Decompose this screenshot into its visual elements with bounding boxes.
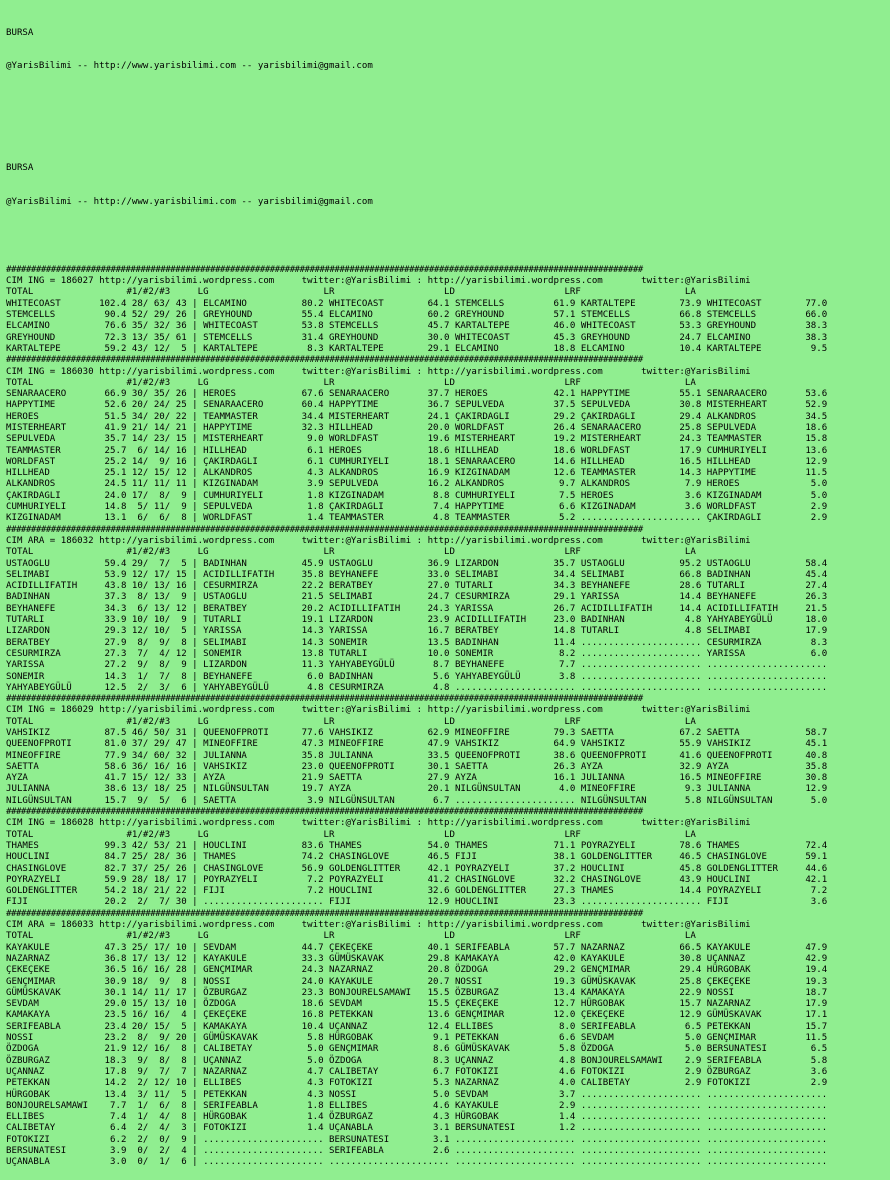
table-row: QUEENOFPROTI 81.0 37/ 29/ 47 | MINEOFFIRE 47.3 MINEOFFIRE 47.9 VAHSIKIZ 64.9 VAHSIKIZ 55.9 VAHSIKIZ 45.1 (6, 739, 828, 750)
table-row: USTAOGLU 59.4 29/ 7/ 5 | BADINHAN 45.9 USTAOGLU 36.9 LIZARDON 35.7 USTAOGLU 95.2 USTAOGLU 58.4 (6, 558, 828, 569)
table-row: POYRAZYELI 59.9 28/ 18/ 17 | POYRAZYELI 7.2 POYRAZYELI 41.2 CHASINGLOVE 32.2 CHASINGLOVE 43.9 HOUCLINI 42.1 (6, 874, 828, 885)
race-title: CIM ING = 186028 http://yarisbilimi.wordpress.com twitter:@YarisBilimi : http://yarisbilimi.wordpress.com twitter:@YarisBilimi (6, 818, 751, 829)
column-header: TOTAL #1/#2/#3 LG LR LD LRF LA (6, 377, 696, 388)
city-title: BURSA (6, 27, 34, 38)
separator-line: ################################################################################################################################ (6, 908, 643, 919)
table-row: SAETTA 58.6 36/ 16/ 16 | VAHSIKIZ 23.0 QUEENOFPROTI 30.1 SAETTA 26.3 AYZA 32.9 AYZA 35.8 (6, 761, 828, 772)
table-row: UÇANABLA 3.0 0/ 1/ 6 | ...................... ...................... ...................... ...................... ...................... (6, 1157, 828, 1168)
column-header: TOTAL #1/#2/#3 LG LR LD LRF LA (6, 716, 696, 727)
table-row: BEYHANEFE 34.3 6/ 13/ 12 | BERATBEY 20.2 ACIDILLIFATIH 24.3 YARISSA 26.7 ACIDILLIFATIH 14.4 ACIDILLIFATIH 21.5 (6, 603, 828, 614)
table-row: KIZGINADAM 13.1 6/ 6/ 8 | WORLDFAST 1.4 TEAMMASTER 4.8 TEAMMASTER 5.2 ...................... ÇAKIRDAGLI 2.9 (6, 513, 828, 524)
table-row: LIZARDON 29.3 12/ 10/ 5 | YARISSA 14.3 YARISSA 16.7 BERATBEY 14.8 TUTARLI 4.8 SELIMABI 17.9 (6, 626, 828, 637)
table-row: ÖZDOGA 21.9 12/ 16/ 8 | CALIBETAY 5.0 GENÇMIMAR 8.6 GÜMÜSKAVAK 5.8 ÖZDOGA 5.0 BERSUNATESI 6.5 (6, 1044, 828, 1055)
table-row: SEPULVEDA 35.7 14/ 23/ 15 | MISTERHEART 9.0 WORLDFAST 19.6 MISTERHEART 19.2 MISTERHEART 24.3 TEAMMASTER 15.8 (6, 434, 828, 445)
table-row: JULIANNA 38.6 13/ 18/ 25 | NILGÜNSULTAN 19.7 AYZA 20.1 NILGÜNSULTAN 4.0 MINEOFFIRE 9.3 JULIANNA 12.9 (6, 784, 828, 795)
table-row: SEVDAM 29.0 15/ 13/ 10 | ÖZDOGA 18.6 SEVDAM 15.5 ÇEKEÇEKE 12.7 HÜRGOBAK 15.7 NAZARNAZ 17.9 (6, 999, 828, 1010)
separator-line: ################################################################################################################################ (6, 264, 643, 275)
table-row: YAHYABEYGÜLÜ 12.5 2/ 3/ 6 | YAHYABEYGÜLÜ 4.8 CESURMIRZA 4.8 ...................... ...................... ...................... (6, 682, 828, 693)
table-row: VAHSIKIZ 87.5 46/ 50/ 31 | QUEENOFPROTI 77.6 VAHSIKIZ 62.9 MINEOFFIRE 79.3 SAETTA 67.2 SAETTA 58.7 (6, 728, 828, 738)
column-header: TOTAL #1/#2/#3 LG LR LD LRF LA (6, 931, 696, 942)
table-row: WHITECOAST 102.4 28/ 63/ 43 | ELCAMINO 80.2 WHITECOAST 64.1 STEMCELLS 61.9 KARTALTEPE 73.9 WHITECOAST 77.0 (6, 298, 828, 309)
table-row: HEROES 51.5 34/ 20/ 22 | TEAMMASTER 34.4 MISTERHEART 24.1 ÇAKIRDAGLI 29.2 ÇAKIRDAGLI 29.4 ALKANDROS 34.5 (6, 411, 828, 422)
table-row: GREYHOUND 72.3 13/ 35/ 61 | STEMCELLS 31.4 GREYHOUND 30.0 WHITECOAST 45.3 GREYHOUND 24.7 ELCAMINO 38.3 (6, 332, 828, 343)
table-row: MISTERHEART 41.9 21/ 14/ 21 | HAPPYTIME 32.3 HILLHEAD 20.0 WORLDFAST 26.4 SENARAACERO 25.8 SEPULVEDA 18.6 (6, 422, 828, 433)
table-row: UÇANNAZ 17.8 9/ 7/ 7 | NAZARNAZ 4.7 CALIBETAY 6.7 FOTOKIZI 4.6 FOTOKIZI 2.9 ÖZBURGAZ 3.6 (6, 1066, 828, 1077)
table-row: BADINHAN 37.3 8/ 13/ 9 | USTAOGLU 21.5 SELIMABI 24.7 CESURMIRZA 29.1 YARISSA 14.4 BEYHANEFE 26.3 (6, 592, 828, 603)
table-row: KAMAKAYA 23.5 16/ 16/ 4 | ÇEKEÇEKE 16.8 PETEKKAN 13.6 GENÇMIMAR 12.0 ÇEKEÇEKE 12.9 GÜMÜSKAVAK 17.1 (6, 1010, 828, 1021)
table-row: WORLDFAST 25.2 14/ 9/ 16 | ÇAKIRDAGLI 6.1 CUMHURIYELI 18.1 SENARAACERO 14.6 HILLHEAD 16.5 HILLHEAD 12.9 (6, 456, 828, 467)
table-row: GENÇMIMAR 30.9 18/ 9/ 8 | NOSSI 24.0 KAYAKULE 20.7 NOSSI 19.3 GÜMÜSKAVAK 25.8 ÇEKEÇEKE 19.3 (6, 976, 828, 987)
table-row: ÇAKIRDAGLI 24.0 17/ 8/ 9 | CUMHURIYELI 1.8 KIZGINADAM 8.8 CUMHURIYELI 7.5 HEROES 3.6 KIZGINADAM 5.0 (6, 490, 828, 501)
race-title: CIM ARA = 186033 http://yarisbilimi.wordpress.com twitter:@YarisBilimi : http://yarisbilimi.wordpress.com twitter:@YarisBilimi (6, 920, 751, 931)
table-row: PETEKKAN 14.2 2/ 12/ 10 | ELLIBES 4.3 FOTOKIZI 5.3 NAZARNAZ 4.0 CALIBETAY 2.9 FOTOKIZI 2.9 (6, 1078, 828, 1089)
table-row: MINEOFFIRE 77.9 34/ 60/ 32 | JULIANNA 35.8 JULIANNA 33.5 QUEENOFPROTI 38.6 QUEENOFPROTI 41.6 QUEENOFPROTI 40.8 (6, 750, 828, 761)
table-row: ÖZBURGAZ 18.3 9/ 8/ 8 | UÇANNAZ 5.0 ÖZDOGA 8.3 UÇANNAZ 4.8 BONJOURELSAMAWI 2.9 SERIFEABLA 5.8 (6, 1055, 828, 1066)
table-row: CALIBETAY 6.4 2/ 4/ 3 | FOTOKIZI 1.4 UÇANABLA 3.1 BERSUNATESI 1.2 ...................... ...................... (6, 1123, 828, 1134)
table-row: AYZA 41.7 15/ 12/ 33 | AYZA 21.9 SAETTA 27.9 AYZA 16.1 JULIANNA 16.5 MINEOFFIRE 30.8 (6, 773, 828, 784)
table-row: HILLHEAD 25.1 12/ 15/ 12 | ALKANDROS 4.3 ALKANDROS 16.9 KIZGINADAM 12.6 TEAMMASTER 14.3 HAPPYTIME 11.5 (6, 468, 828, 479)
race-title: CIM ING = 186027 http://yarisbilimi.wordpress.com twitter:@YarisBilimi : http://yarisbilimi.wordpress.com twitter:@YarisBilimi (6, 276, 751, 287)
race-tables (6, 265, 890, 1169)
column-header: TOTAL #1/#2/#3 LG LR LD LRF LA (6, 287, 696, 298)
contact-line: @YarisBilimi -- http://www.yarisbilimi.com -- yarisbilimi@gmail.com (6, 61, 373, 72)
separator-line: ################################################################################################################################ (6, 355, 643, 366)
table-row: HÜRGOBAK 13.4 3/ 11/ 5 | PETEKKAN 4.3 NOSSI 5.0 SEVDAM 3.7 ...................... ...................... (6, 1089, 828, 1100)
table-row: NILGÜNSULTAN 15.7 9/ 5/ 6 | SAETTA 3.9 NILGÜNSULTAN 6.7 ...................... NILGÜNSULTAN 5.8 NILGÜNSULTAN 5.0 (6, 795, 828, 806)
table-row: TEAMMASTER 25.7 6/ 14/ 16 | HILLHEAD 6.1 HEROES 18.6 HILLHEAD 18.6 WORLDFAST 17.9 CUMHURIYELI 13.6 (6, 445, 828, 456)
column-header: TOTAL #1/#2/#3 LG LR LD LRF LA (6, 829, 696, 840)
separator-line: ################################################################################################################################ (6, 694, 643, 705)
table-row: HAPPYTIME 52.6 20/ 24/ 25 | SENARAACERO 60.4 HAPPYTIME 36.7 SEPULVEDA 37.5 SEPULVEDA 30.8 MISTERHEART 52.9 (6, 400, 828, 411)
race-title: CIM ING = 186030 http://yarisbilimi.wordpress.com twitter:@YarisBilimi : http://yarisbilimi.wordpress.com twitter:@YarisBilimi (6, 366, 751, 377)
table-row: SELIMABI 53.9 12/ 17/ 15 | ACIDILLIFATIH 35.8 BEYHANEFE 33.0 SELIMABI 34.4 SELIMABI 66.8 BADINHAN 45.4 (6, 569, 828, 580)
table-row: SONEMIR 14.3 1/ 7/ 8 | BEYHANEFE 6.0 BADINHAN 5.6 YAHYABEYGÜLÜ 3.8 ...................... ...................... (6, 671, 828, 682)
table-row: THAMES 99.3 42/ 53/ 21 | HOUCLINI 83.6 THAMES 54.0 THAMES 71.1 POYRAZYELI 78.6 THAMES 72.4 (6, 840, 828, 851)
table-row: FOTOKIZI 6.2 2/ 0/ 9 | ...................... BERSUNATESI 3.1 ...................... ...................... ...................... (6, 1134, 828, 1145)
table-row: NOSSI 23.2 8/ 9/ 20 | GÜMÜSKAVAK 5.8 HÜRGOBAK 9.1 PETEKKAN 6.6 SEVDAM 5.0 GENÇMIMAR 11.5 (6, 1033, 828, 1044)
table-row: SERIFEABLA 23.4 20/ 15/ 5 | KAMAKAYA 10.4 UÇANNAZ 12.4 ELLIBES 8.0 SERIFEABLA 6.5 PETEKKAN 15.7 (6, 1021, 828, 1032)
table-row: ELCAMINO 76.6 35/ 32/ 36 | WHITECOAST 53.8 STEMCELLS 45.7 KARTALTEPE 46.0 WHITECOAST 53.3 GREYHOUND 38.3 (6, 321, 828, 332)
table-row: KAYAKULE 47.3 25/ 17/ 10 | SEVDAM 44.7 ÇEKEÇEKE 40.1 SERIFEABLA 57.7 NAZARNAZ 66.5 KAYAKULE 47.9 (6, 942, 828, 953)
separator-line: ################################################################################################################################ (6, 524, 643, 535)
table-row: BERSUNATESI 3.9 0/ 2/ 4 | ...................... SERIFEABLA 2.6 ...................... ...................... ...................... (6, 1145, 828, 1156)
table-row: BONJOURELSAMAWI 7.7 1/ 6/ 8 | SERIFEABLA 1.8 ELLIBES 4.6 KAYAKULE 2.9 ...................... ...................... (6, 1100, 828, 1111)
contact-line-repeat: @YarisBilimi -- http://www.yarisbilimi.com -- yarisbilimi@gmail.com (6, 197, 373, 208)
table-row: SENARAACERO 66.9 30/ 35/ 26 | HEROES 67.6 SENARAACERO 37.7 HEROES 42.1 HAPPYTIME 55.1 SENARAACERO 53.6 (6, 389, 828, 400)
separator-line: ################################################################################################################################ (6, 807, 643, 818)
table-row: CHASINGLOVE 82.7 37/ 25/ 26 | CHASINGLOVE 56.9 GOLDENGLITTER 42.1 POYRAZYELI 37.2 HOUCLINI 45.8 GOLDENGLITTER 44.6 (6, 863, 828, 874)
table-row: BERATBEY 27.9 8/ 9/ 8 | SELIMABI 14.3 SONEMIR 13.5 BADINHAN 11.4 ...................... CESURMIRZA 8.3 (6, 637, 828, 648)
table-row: ALKANDROS 24.5 11/ 11/ 11 | KIZGINADAM 3.9 SEPULVEDA 16.2 ALKANDROS 9.7 ALKANDROS 7.9 HEROES 5.0 (6, 479, 828, 490)
table-row: YARISSA 27.2 9/ 8/ 9 | LIZARDON 11.3 YAHYABEYGÜLÜ 8.7 BEYHANEFE 7.7 ...................... ...................... (6, 660, 828, 671)
city-title-repeat: BURSA (6, 163, 34, 174)
race-title: CIM ING = 186029 http://yarisbilimi.wordpress.com twitter:@YarisBilimi : http://yarisbilimi.wordpress.com twitter:@YarisBilimi (6, 705, 751, 716)
table-row: ÇEKEÇEKE 36.5 16/ 16/ 28 | GENÇMIMAR 24.3 NAZARNAZ 20.8 ÖZDOGA 29.2 GENÇMIMAR 29.4 HÜRGOBAK 19.4 (6, 965, 828, 976)
table-row: FIJI 20.2 2/ 7/ 30 | ...................... FIJI 12.9 HOUCLINI 23.3 ...................... FIJI 3.6 (6, 897, 828, 908)
race-title: CIM ARA = 186032 http://yarisbilimi.wordpress.com twitter:@YarisBilimi : http://yarisbilimi.wordpress.com twitter:@YarisBilimi (6, 535, 751, 546)
table-row: NAZARNAZ 36.8 17/ 13/ 12 | KAYAKULE 33.3 GÜMÜSKAVAK 29.8 KAMAKAYA 42.0 KAYAKULE 30.8 UÇANNAZ 42.9 (6, 953, 828, 964)
table-row: ELLIBES 7.4 1/ 4/ 8 | HÜRGOBAK 1.4 ÖZBURGAZ 4.3 HÜRGOBAK 1.4 ...................... ...................... (6, 1112, 828, 1123)
table-row: GÜMÜSKAVAK 30.1 14/ 11/ 17 | ÖZBURGAZ 23.3 BONJOURELSAMAWI 15.5 ÖZBURGAZ 13.4 KAMAKAYA 22.9 NOSSI 18.7 (6, 987, 828, 998)
table-row: STEMCELLS 90.4 52/ 29/ 26 | GREYHOUND 55.4 ELCAMINO 60.2 GREYHOUND 57.1 STEMCELLS 66.8 STEMCELLS 66.0 (6, 310, 828, 321)
table-row: GOLDENGLITTER 54.2 18/ 21/ 22 | FIJI 7.2 HOUCLINI 32.6 GOLDENGLITTER 27.3 THAMES 14.4 POYRAZYELI 7.2 (6, 886, 828, 897)
table-row: TUTARLI 33.9 10/ 10/ 9 | TUTARLI 19.1 LIZARDON 23.9 ACIDILLIFATIH 23.0 BADINHAN 4.8 YAHYABEYGÜLÜ 18.0 (6, 615, 828, 626)
table-row: KARTALTEPE 59.2 43/ 12/ 5 | KARTALTEPE 8.3 KARTALTEPE 29.1 ELCAMINO 18.8 ELCAMINO 10.4 KARTALTEPE 9.5 (6, 343, 828, 354)
table-row: HOUCLINI 84.7 25/ 28/ 36 | THAMES 74.2 CHASINGLOVE 46.5 FIJI 38.1 GOLDENGLITTER 46.5 CHASINGLOVE 59.1 (6, 852, 828, 863)
column-header: TOTAL #1/#2/#3 LG LR LD LRF LA (6, 547, 696, 558)
table-row: CUMHURIYELI 14.8 5/ 11/ 9 | SEPULVEDA 1.8 ÇAKIRDAGLI 7.4 HAPPYTIME 6.6 KIZGINADAM 3.6 WORLDFAST 2.9 (6, 502, 828, 513)
table-row: ACIDILLIFATIH 43.8 10/ 13/ 16 | CESURMIRZA 22.2 BERATBEY 27.0 TUTARLI 34.3 BEYHANEFE 28.6 TUTARLI 27.4 (6, 581, 828, 592)
table-row: CESURMIRZA 27.3 7/ 4/ 12 | SONEMIR 13.8 TUTARLI 10.0 SONEMIR 8.2 ...................... YARISSA 6.0 (6, 648, 828, 659)
